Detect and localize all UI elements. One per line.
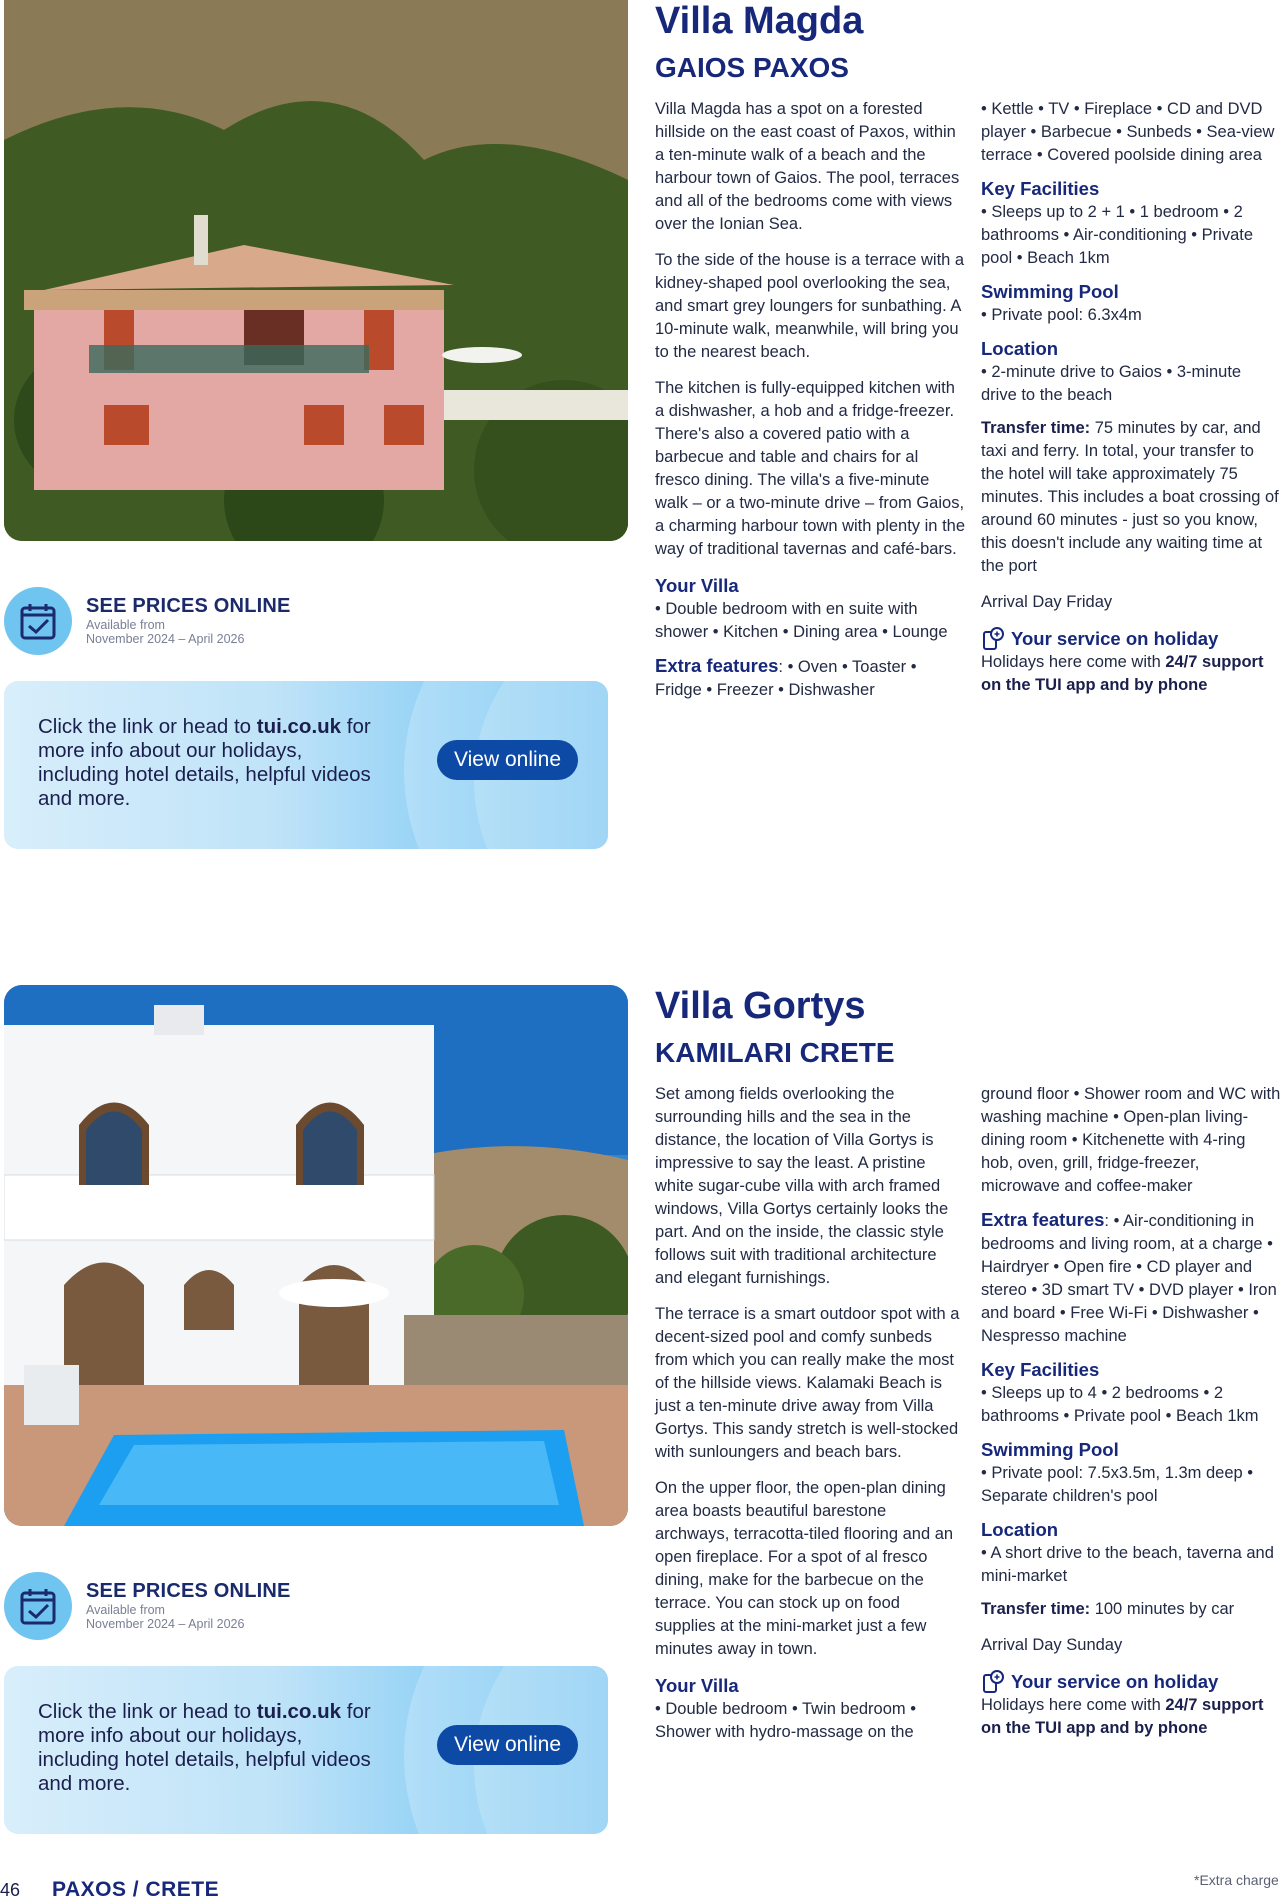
transfer-text: 100 minutes by car (1090, 1600, 1235, 1618)
key-facilities-block (981, 1358, 1280, 1428)
see-prices-online[interactable] (4, 585, 604, 655)
banner-site-link[interactable]: tui.co.uk (256, 715, 342, 738)
view-online-button[interactable]: View online (437, 740, 578, 780)
calendar-check-icon (4, 1572, 72, 1640)
key-facilities-text: • Sleeps up to 4 • 2 bedrooms • 2 bathrooms • Private pool • Beach 1km (981, 1384, 1259, 1425)
extra-features-text: : • Air-conditioning in bedrooms and living room, at a charge • Hairdryer • Open fire • CD player and stereo • 3D smart TV • DVD player • Iron and board • Free Wi-Fi • Dishwasher • Nespresso machine (981, 1212, 1277, 1345)
villa-location (655, 52, 849, 84)
service-heading: Your service on holiday (1011, 1671, 1219, 1692)
service-text-plain: Holidays here come with (981, 1696, 1166, 1714)
key-facilities-heading: Key Facilities (981, 1359, 1100, 1380)
swimming-pool-text: • Private pool: 7.5x3.5m, 1.3m deep • Separate children's pool (981, 1464, 1254, 1505)
villa-section-magda (0, 0, 1280, 860)
key-facilities-heading: Key Facilities (981, 178, 1100, 199)
villa-title: Villa Gortys (655, 985, 866, 1027)
phone-support-icon (981, 627, 1005, 651)
prices-availability (86, 618, 244, 646)
phone-support-icon (981, 1670, 1005, 1694)
extra-features-label: Extra features (981, 1209, 1105, 1230)
your-villa-heading: Your Villa (655, 575, 739, 596)
description-column-1 (655, 1083, 965, 1754)
see-prices-online[interactable] (4, 1570, 604, 1640)
description-para-3: The kitchen is fully-equipped kitchen with a dishwasher, a hob and a fridge-freezer. There's also a covered patio with a barbecue and table and chairs for al fresco dining. The villa's a five-minute walk – or a two-minute drive – from Gaios, a charming harbour town with plenty in the way of traditional tavernas and café-bars. (655, 379, 966, 558)
swimming-pool-text: • Private pool: 6.3x4m (981, 306, 1142, 324)
villa-gortys-photo (4, 985, 628, 1526)
banner-text-after: for more info about our holidays, including hotel details, helpful videos and more. (38, 715, 371, 810)
service-text (981, 651, 1280, 697)
banner-site-link[interactable]: tui.co.uk (256, 1700, 342, 1723)
villa-title: Villa Magda (655, 0, 864, 42)
arrival-label: Arrival Day (981, 1636, 1062, 1654)
location-place: KAMILARI (655, 1037, 792, 1068)
swimming-pool-heading: Swimming Pool (981, 281, 1119, 302)
location-block (981, 337, 1280, 407)
villa-photo (4, 985, 628, 1526)
swimming-pool-block (981, 280, 1280, 327)
banner-text (38, 1700, 378, 1796)
arrival-label: Arrival Day (981, 593, 1062, 611)
service-heading: Your service on holiday (1011, 628, 1219, 649)
description-para-1: Set among fields overlooking the surrounding hills and the sea in the distance, the location of Villa Gortys is impressive to say the least. A pristine white sugar-cube villa with arch framed windows, Villa Gortys certainly looks the part. And on the inside, the classic style follows suit with traditional architecture and elegant furnishings. (655, 1085, 949, 1287)
description-column-2 (981, 1083, 1280, 1750)
description-para-1: Villa Magda has a spot on a forested hillside on the east coast of Paxos, within a ten-minute walk of a beach and the harbour town of Gaios. The pool, terraces and all of the bedrooms come with views over the Ionian Sea. (655, 100, 960, 233)
key-facilities-block (981, 177, 1280, 270)
banner-text-before: Click the link or head to (38, 715, 257, 738)
prices-availability (86, 1603, 244, 1631)
your-villa-block (655, 574, 965, 644)
arrival-day-value: Sunday (1061, 1636, 1123, 1654)
prices-date-range: November 2024 – April 2026 (86, 1617, 245, 1631)
transfer-time (981, 417, 1280, 578)
location-island: PAXOS (753, 52, 849, 83)
footer-section-title: PAXOS / CRETE (52, 1878, 220, 1901)
arrival-day (981, 591, 1280, 614)
description-para-2: The terrace is a smart outdoor spot with a decent-sized pool and comfy sunbeds from which you can really make the most of the hillside views. Kalamaki Beach is just a ten-minute drive away from Villa Gortys. This sandy stretch is well-stocked with sunloungers and beach bars. (655, 1305, 960, 1461)
footer-extra-charge-note: *Extra charge (1194, 1872, 1279, 1888)
your-villa-heading: Your Villa (655, 1675, 739, 1696)
swimming-pool-heading: Swimming Pool (981, 1439, 1119, 1460)
villa-photo (4, 0, 628, 541)
page-number: 46 (0, 1880, 21, 1900)
arrival-day (981, 1634, 1280, 1657)
location-island: CRETE (799, 1037, 895, 1068)
prices-available-label: Available from (86, 1603, 165, 1617)
prices-date-range: November 2024 – April 2026 (86, 632, 245, 646)
service-text-strong: 24/7 support on the TUI app and by phone (981, 1696, 1264, 1737)
your-villa-text: • Double bedroom • Twin bedroom • Shower with hydro-massage on the (655, 1700, 916, 1741)
extra-features-label: Extra features (655, 655, 779, 676)
location-block (981, 1518, 1280, 1588)
transfer-label: Transfer time: (981, 419, 1091, 437)
villa-magda-photo (4, 0, 628, 541)
description-para-3: On the upper floor, the open-plan dining area boasts beautiful barestone archways, terracotta-tiled flooring and an open fireplace. For a spot of al fresco dining, make for the barbecue on the terrace. You can stock up on food supplies at the mini-market just a few minutes away in town. (655, 1479, 954, 1658)
banner-text (38, 715, 378, 811)
service-block (981, 1670, 1280, 1740)
villa-section-gortys (0, 985, 1280, 1865)
transfer-text: 75 minutes by car, and taxi and ferry. In total, your transfer to the hotel will take approximately 75 minutes. This includes a boat crossing of around 60 minutes - just so you know, this doesn't include any waiting time at the port (981, 419, 1279, 575)
location-heading: Location (981, 338, 1059, 359)
your-villa-text: • Double bedroom with en suite with shower • Kitchen • Dining area • Lounge (655, 600, 948, 641)
service-text-plain: Holidays here come with (981, 653, 1166, 671)
your-villa-block (655, 1674, 965, 1744)
calendar-check-icon (4, 587, 72, 655)
location-text: • 2-minute drive to Gaios • 3-minute drive to the beach (981, 363, 1242, 404)
transfer-time (981, 1598, 1280, 1621)
view-online-banner (4, 681, 608, 849)
continued-features: • Kettle • TV • Fireplace • CD and DVD player • Barbecue • Sunbeds • Sea-view terrace • Covered poolside dining area (981, 100, 1275, 164)
prices-title: SEE PRICES ONLINE (86, 595, 291, 617)
description-column-2 (981, 98, 1280, 707)
banner-text-after: for more info about our holidays, including hotel details, helpful videos and more. (38, 1700, 371, 1795)
extra-features-text: : • Oven • Toaster • Fridge • Freezer • Dishwasher (655, 658, 917, 699)
description-column-1 (655, 98, 965, 712)
description-para-2: To the side of the house is a terrace with a kidney-shaped pool overlooking the sea, and smart grey loungers for sunbathing. A 10-minute walk, meanwhile, will bring you to the nearest beach. (655, 251, 965, 361)
continued-features: ground floor • Shower room and WC with washing machine • Open-plan living-dining room • Kitchenette with 4-ring hob, oven, grill, fridge-freezer, microwave and coffee-maker (981, 1085, 1280, 1195)
location-text: • A short drive to the beach, taverna and mini-market (981, 1544, 1274, 1585)
swimming-pool-block (981, 1438, 1280, 1508)
view-online-banner (4, 1666, 608, 1834)
extra-features-block (655, 654, 965, 702)
villa-location (655, 1037, 895, 1069)
prices-available-label: Available from (86, 618, 165, 632)
location-place: GAIOS (655, 52, 746, 83)
banner-text-before: Click the link or head to (38, 1700, 257, 1723)
service-text (981, 1694, 1280, 1740)
key-facilities-text: • Sleeps up to 2 + 1 • 1 bedroom • 2 bathrooms • Air-conditioning • Private pool • Beach 1km (981, 203, 1254, 267)
extra-features-block (981, 1208, 1280, 1348)
transfer-label: Transfer time: (981, 1600, 1091, 1618)
service-text-strong: 24/7 support on the TUI app and by phone (981, 653, 1264, 694)
prices-title: SEE PRICES ONLINE (86, 1580, 291, 1602)
arrival-day-value: Friday (1061, 593, 1113, 611)
location-heading: Location (981, 1519, 1059, 1540)
view-online-button[interactable]: View online (437, 1725, 578, 1765)
service-block (981, 627, 1280, 697)
